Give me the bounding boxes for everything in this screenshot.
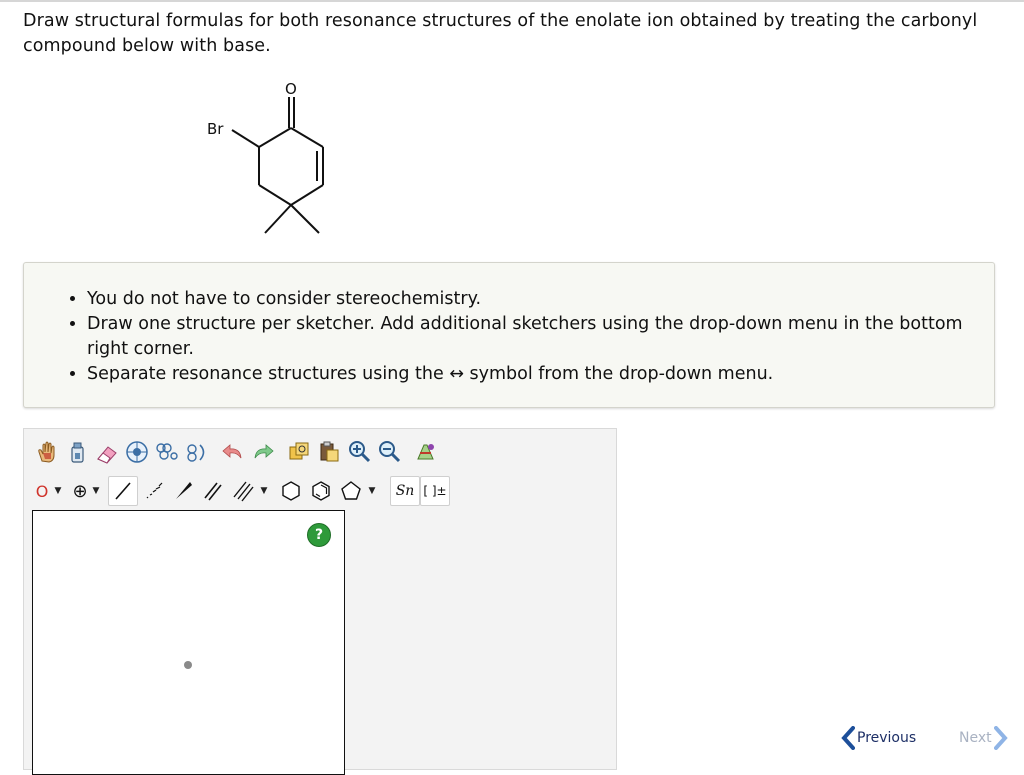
question-text: Draw structural formulas for both resonance structures of the enolate ion obtained by treating the carbonyl compound below with base.: [23, 11, 978, 56]
cyclohexane-icon[interactable]: [276, 476, 306, 506]
instructions-box: [23, 262, 995, 408]
instruction-item: • Draw one structure per sketcher. Add additional sketchers using the drop-down menu in the bottom right corner.: [87, 312, 994, 362]
clean-structure-icon[interactable]: [410, 437, 440, 467]
zoom-in-icon[interactable]: [344, 437, 374, 467]
hash-bond-icon[interactable]: [138, 476, 168, 506]
triple-bond-icon[interactable]: [228, 476, 258, 506]
clear-canvas-icon[interactable]: [62, 437, 92, 467]
eraser-icon[interactable]: [92, 437, 122, 467]
chain-templates-icon[interactable]: [182, 437, 212, 467]
cyclopentane-icon[interactable]: [336, 476, 366, 506]
redo-icon[interactable]: [248, 437, 278, 467]
wedge-bond-icon[interactable]: [168, 476, 198, 506]
atom-selector-value: O: [35, 481, 49, 501]
group-templates-icon[interactable]: [152, 437, 182, 467]
single-bond-icon[interactable]: [108, 476, 138, 506]
next-button[interactable]: [957, 726, 1008, 750]
atom-selector[interactable]: [32, 476, 52, 506]
chevron-left-icon: [841, 726, 855, 750]
text-tool-label: Sn: [395, 483, 415, 499]
drawing-canvas[interactable]: [32, 510, 345, 775]
oxygen-label: O: [285, 80, 297, 98]
chevron-down-icon[interactable]: ▼: [368, 486, 376, 496]
paste-icon[interactable]: [314, 437, 344, 467]
chevron-down-icon[interactable]: ▼: [54, 486, 62, 496]
text-tool-button[interactable]: [390, 476, 420, 506]
molecule-sketcher: [23, 428, 617, 770]
hand-icon[interactable]: [32, 437, 62, 467]
chevron-down-icon[interactable]: ▼: [260, 486, 268, 496]
charge-selector[interactable]: [70, 476, 90, 506]
instruction-item: • Separate resonance structures using the ↔ symbol from the drop-down menu.: [87, 362, 994, 387]
molecule-structure: [195, 75, 345, 240]
charge-selector-symbol: ⊕: [72, 480, 88, 502]
chevron-down-icon[interactable]: ▼: [92, 486, 100, 496]
benzene-icon[interactable]: [306, 476, 336, 506]
sketcher-toolbar-top: [32, 435, 440, 469]
zoom-out-icon[interactable]: [374, 437, 404, 467]
instructions-list: [24, 263, 994, 387]
previous-label: Previous: [857, 730, 917, 746]
instruction-item: • You do not have to consider stereochemistry.: [87, 287, 994, 312]
double-bond-icon[interactable]: [198, 476, 228, 506]
sketcher-toolbar-bottom: [32, 473, 450, 509]
top-divider: [0, 0, 1024, 2]
bromine-label: Br: [207, 120, 224, 138]
next-label: Next: [959, 730, 992, 746]
copy-icon[interactable]: [284, 437, 314, 467]
help-button[interactable]: ?: [307, 523, 331, 547]
bracket-tool-label: [ ]±: [423, 484, 447, 498]
chevron-right-icon: [994, 726, 1008, 750]
bracket-tool-button[interactable]: [420, 476, 450, 506]
canvas-center-dot: [184, 661, 192, 669]
previous-button[interactable]: [841, 726, 918, 750]
template-ring-icon[interactable]: [122, 437, 152, 467]
undo-icon[interactable]: [218, 437, 248, 467]
